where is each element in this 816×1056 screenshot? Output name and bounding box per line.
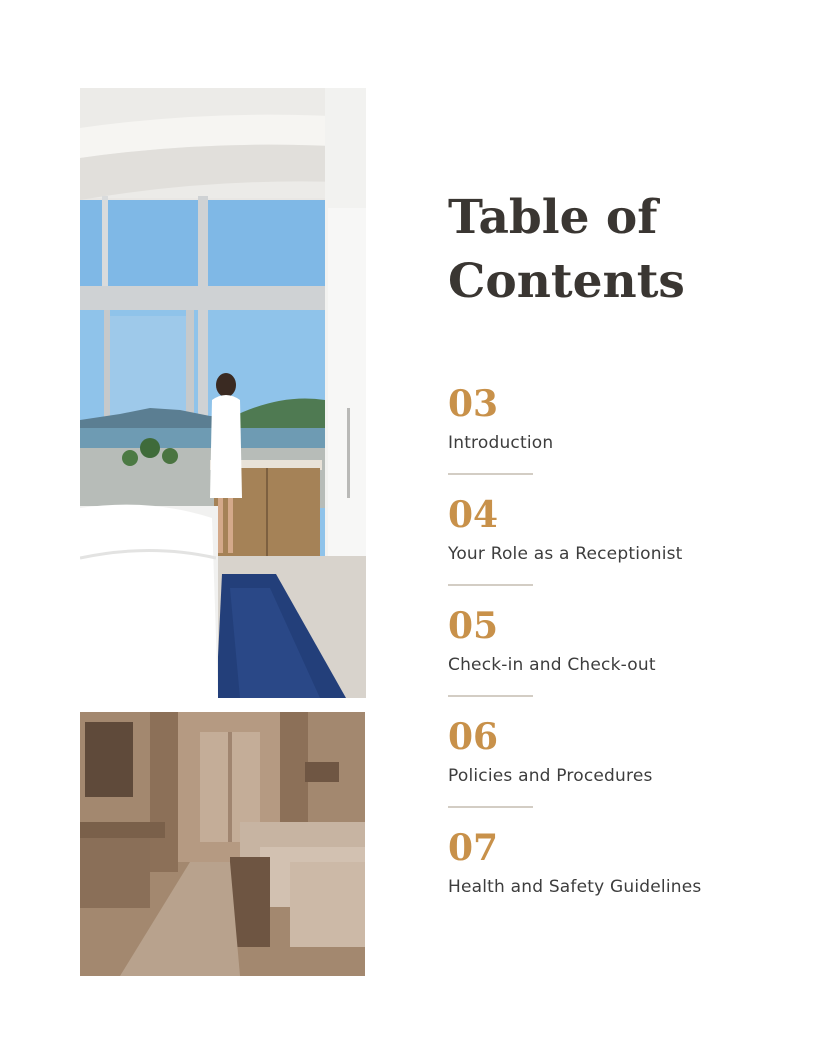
toc-entry-label: Check-in and Check-out (448, 655, 656, 675)
toc-page-number: 03 (448, 383, 499, 425)
toc-entry[interactable] (448, 493, 778, 604)
toc-entry[interactable] (448, 604, 778, 715)
toc-divider (448, 806, 533, 808)
toc-divider (448, 584, 533, 586)
toc-entry-label: Introduction (448, 433, 554, 453)
page-title: Table of Contents (448, 190, 685, 309)
toc-entry-label: Your Role as a Receptionist (448, 544, 683, 564)
toc-list (448, 382, 778, 937)
toc-page-number: 07 (448, 827, 499, 869)
toc-entry[interactable] (448, 826, 778, 937)
toc-entry[interactable] (448, 382, 778, 493)
toc-divider (448, 473, 533, 475)
toc-entry[interactable] (448, 715, 778, 826)
toc-page-number: 05 (448, 605, 499, 647)
toc-page-number: 06 (448, 716, 499, 758)
hotel-room-photo (80, 88, 366, 698)
toc-page-number: 04 (448, 494, 499, 536)
toc-entry-label: Health and Safety Guidelines (448, 877, 702, 897)
hotel-suite-photo (80, 712, 365, 976)
toc-entry-label: Policies and Procedures (448, 766, 653, 786)
toc-divider (448, 695, 533, 697)
